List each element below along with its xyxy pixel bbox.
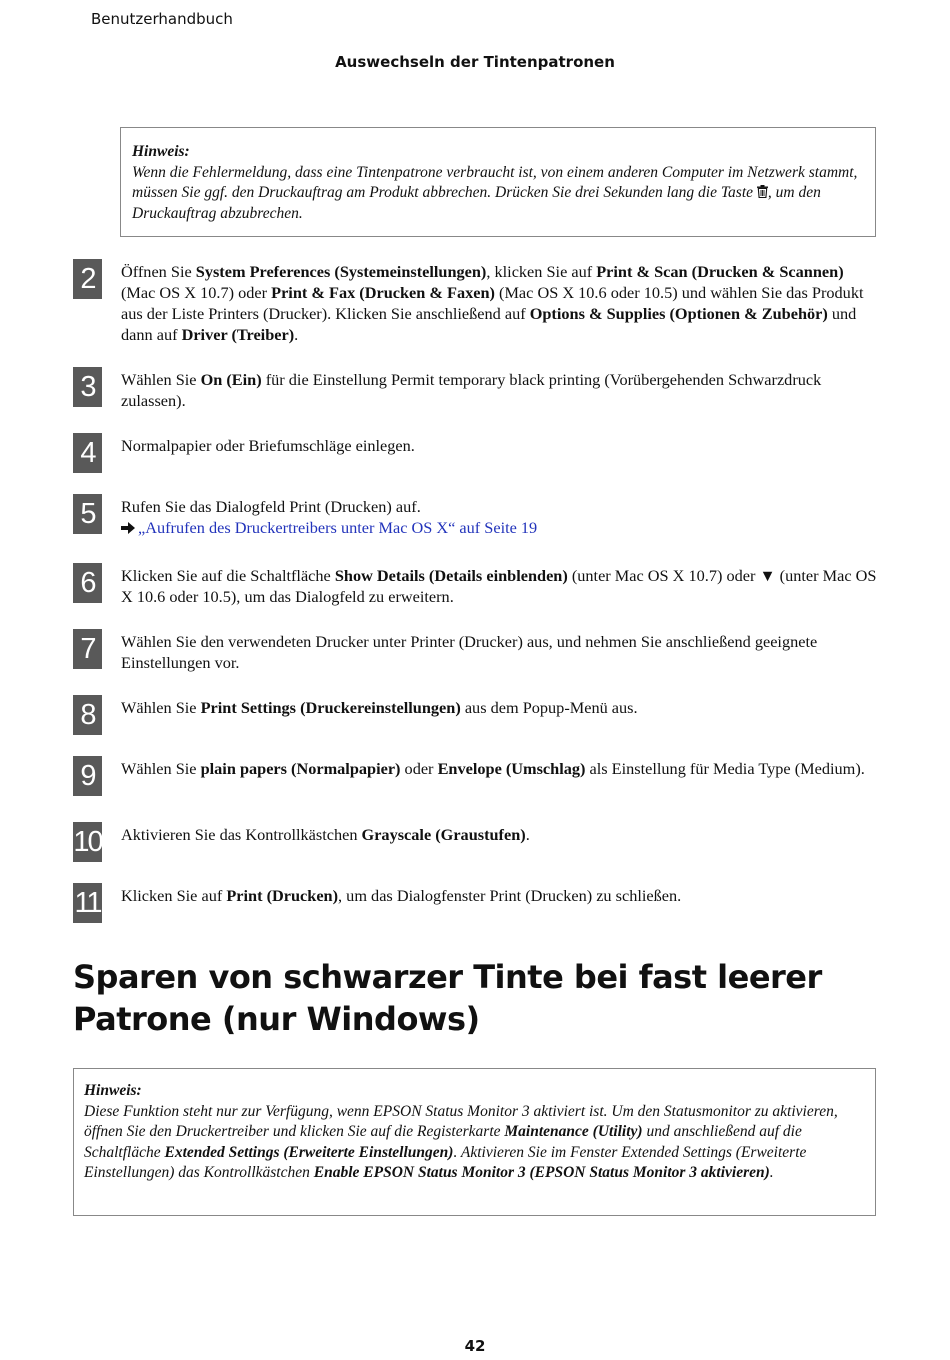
step-text: Wählen Sie plain papers (Normalpapier) oder Envelope (Umschlag) als Einstellung für Media Type (Medium). bbox=[121, 759, 865, 778]
cross-reference-link[interactable]: „Aufrufen des Druckertreibers unter Mac OS X“ auf Seite 19 bbox=[138, 518, 538, 537]
step-number: 10 bbox=[73, 822, 102, 862]
note-label: Hinweis: bbox=[132, 143, 190, 160]
section-heading: Sparen von schwarzer Tinte bei fast leerer Patrone (nur Windows) bbox=[73, 958, 822, 1038]
step-text: Klicken Sie auf Print (Drucken), um das Dialogfenster Print (Drucken) zu schließen. bbox=[121, 886, 682, 905]
step-number: 5 bbox=[73, 494, 102, 534]
step-text: Öffnen Sie System Preferences (Systemeinstellungen), klicken Sie auf Print & Scan (Drucken & Scannen) (Mac OS X 10.7) oder Print & Fax (Drucken & Faxen) (Mac OS X 10.6 oder 10.5) und wählen Sie das Produkt aus der Liste Printers (Drucker). Klicken Sie anschließend auf Options & Supplies (Optionen & Zubehör) und dann auf Driver (Treiber). bbox=[121, 262, 864, 344]
document-title: Benutzerhandbuch bbox=[91, 10, 233, 28]
note-text: , um den Druckauftrag abzubrechen. bbox=[132, 184, 821, 222]
step-text: Wählen Sie den verwendeten Drucker unter Printer (Drucker) aus, und nehmen Sie anschließend geeignete Einstellungen vor. bbox=[121, 632, 818, 672]
step-text: Normalpapier oder Briefumschläge einlegen. bbox=[121, 436, 415, 455]
page-number: 42 bbox=[464, 1337, 486, 1355]
step-number: 11 bbox=[73, 883, 102, 923]
note-text: Wenn die Fehlermeldung, dass eine Tintenpatrone verbraucht ist, von einem anderen Computer im Netzwerk stammt, müssen Sie ggf. den Druckauftrag am Produkt abbrechen. Drücken Sie drei Sekunden lang die Taste bbox=[132, 163, 858, 201]
note-label: Hinweis: bbox=[84, 1082, 142, 1099]
step-number: 6 bbox=[73, 563, 102, 603]
step-number: 9 bbox=[73, 756, 102, 796]
note-box bbox=[120, 127, 876, 237]
step-number: 4 bbox=[73, 433, 102, 473]
step-number: 3 bbox=[73, 367, 102, 407]
step-text: Wählen Sie Print Settings (Druckereinstellungen) aus dem Popup-Menü aus. bbox=[121, 698, 638, 717]
note-text: Diese Funktion steht nur zur Verfügung, wenn EPSON Status Monitor 3 aktiviert ist. Um den Statusmonitor zu aktivieren, öffnen Sie den Druckertreiber und klicken Sie auf die Registerkarte Maintenance (Utility) und anschließend auf die Schaltfläche Extended Settings (Erweiterte Einstellungen). Aktivieren Sie im Fenster Extended Settings (Erweiterte Einstellungen) das Kontrollkästchen Enable EPSON Status Monitor 3 (EPSON Status Monitor 3 aktivieren). bbox=[84, 1102, 838, 1181]
arrow-right-icon bbox=[121, 518, 135, 530]
step-text: Klicken Sie auf die Schaltfläche Show Details (Details einblenden) (unter Mac OS X 10.7) oder ▼ (unter Mac OS X 10.6 oder 10.5), um das Dialogfeld zu erweitern. bbox=[121, 566, 877, 606]
note-box bbox=[73, 1068, 876, 1216]
trash-icon bbox=[757, 184, 768, 197]
step-text: Aktivieren Sie das Kontrollkästchen Grayscale (Graustufen). bbox=[121, 825, 530, 844]
step-text: Wählen Sie On (Ein) für die Einstellung Permit temporary black printing (Vorübergehenden Schwarzdruck zulassen). bbox=[121, 370, 822, 410]
step-text: Rufen Sie das Dialogfeld Print (Drucken) auf. „Aufrufen des Druckertreibers unter Mac OS X“ auf Seite 19 bbox=[121, 497, 538, 537]
step-number: 2 bbox=[73, 259, 102, 299]
section-title: Auswechseln der Tintenpatronen bbox=[335, 53, 615, 71]
step-number: 8 bbox=[73, 695, 102, 735]
step-number: 7 bbox=[73, 629, 102, 669]
